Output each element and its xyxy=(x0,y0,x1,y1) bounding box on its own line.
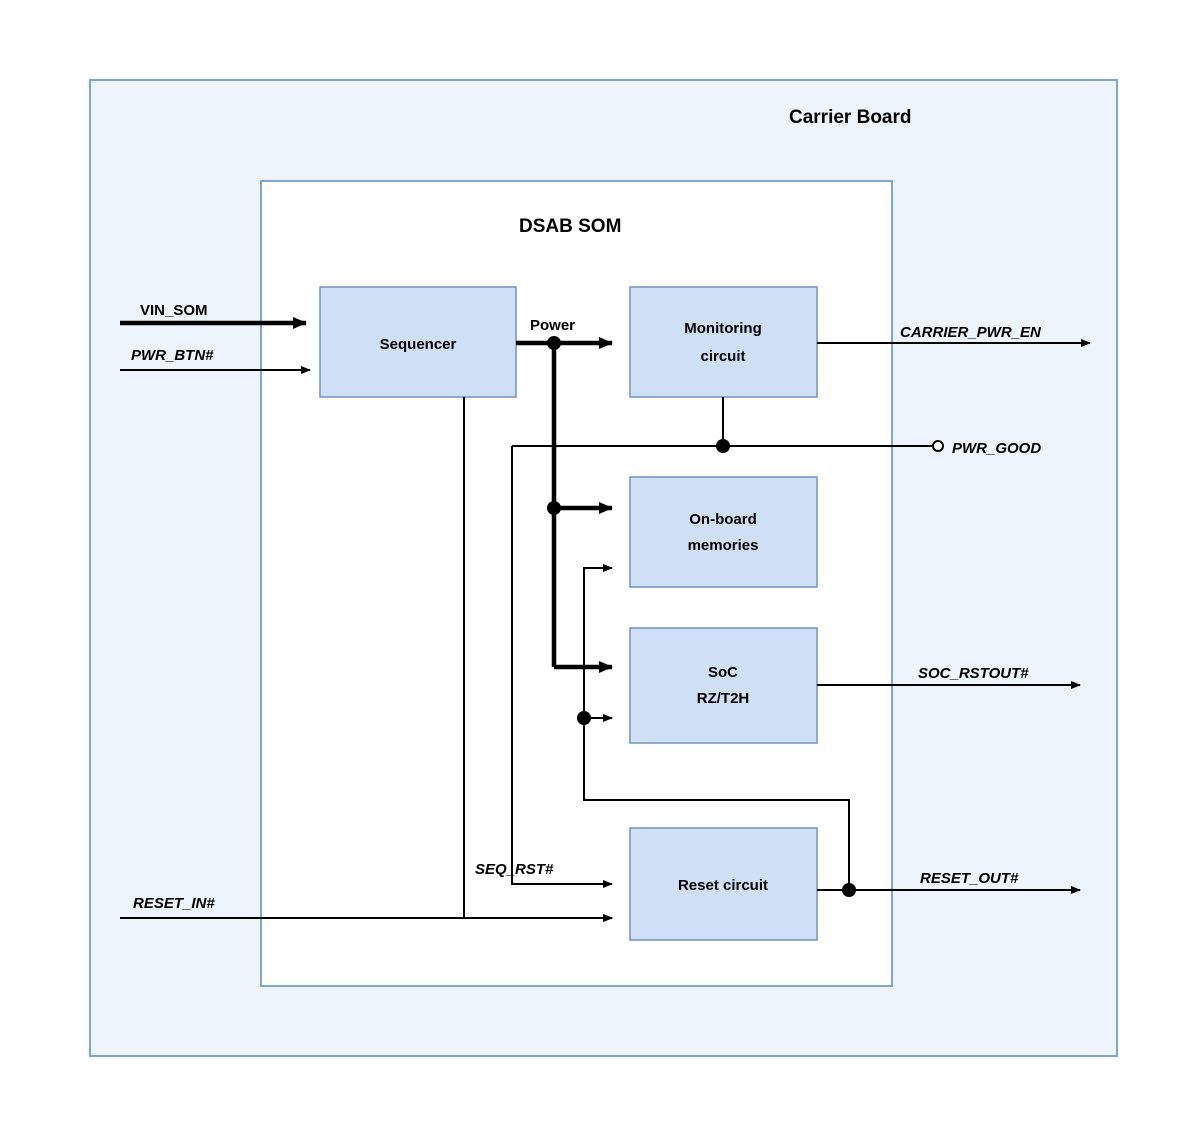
junction-power-memories xyxy=(547,501,561,515)
block-label-soc-line1: SoC xyxy=(708,664,738,681)
signal-label-pwr-good: PWR_GOOD xyxy=(952,440,1042,457)
junction-reset-feedback-soc xyxy=(577,711,591,725)
block-label-memories-line1: On-board xyxy=(689,511,757,528)
pwr-good-terminal xyxy=(933,441,943,451)
block-label-sequencer: Sequencer xyxy=(379,336,457,353)
block-label-memories-line2: memories xyxy=(687,537,759,554)
signal-label-power: Power xyxy=(530,317,576,334)
carrier-board-title: Carrier Board xyxy=(789,107,912,128)
block-label-soc-line2: RZ/T2H xyxy=(696,690,750,707)
block-label-reset-circuit: Reset circuit xyxy=(677,877,769,894)
signal-label-reset-in: RESET_IN# xyxy=(133,895,215,912)
block-label-monitoring-line1: Monitoring xyxy=(684,320,762,337)
signal-label-vin-som: VIN_SOM xyxy=(140,302,208,319)
signal-label-reset-out: RESET_OUT# xyxy=(920,870,1019,887)
junction-pwr-good xyxy=(716,439,730,453)
block-monitoring-circuit xyxy=(630,287,817,397)
dsab-som-title: DSAB SOM xyxy=(519,216,622,237)
signal-label-seq-rst: SEQ_RST# xyxy=(475,861,554,878)
block-onboard-memories xyxy=(630,477,817,587)
junction-power-top xyxy=(547,336,561,350)
block-label-monitoring-line2: circuit xyxy=(700,348,746,365)
signal-label-soc-rstout: SOC_RSTOUT# xyxy=(918,665,1029,682)
signal-label-pwr-btn: PWR_BTN# xyxy=(131,347,214,364)
block-soc xyxy=(630,628,817,743)
signal-label-carrier-pwr-en: CARRIER_PWR_EN xyxy=(900,324,1041,341)
